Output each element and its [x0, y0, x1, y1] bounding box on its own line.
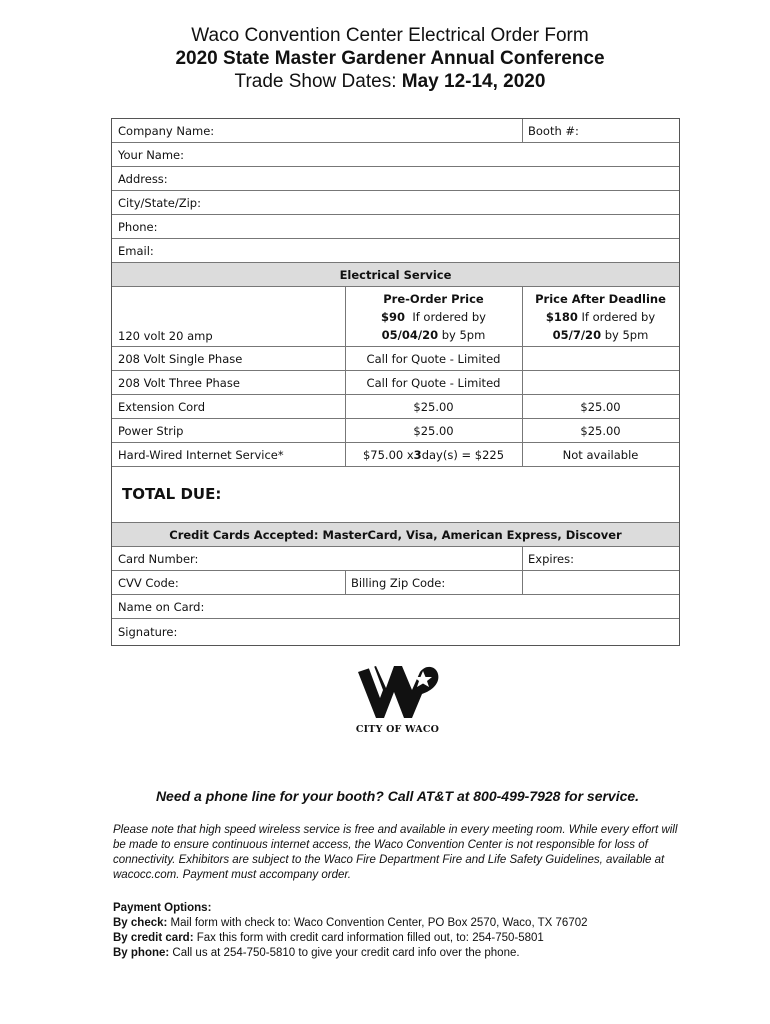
card-number-row [112, 547, 679, 571]
preorder-price-cell[interactable]: Pre-Order Price $90 If ordered by 05/04/20 by 5pm [381, 291, 486, 342]
credit-cards-header: Credit Cards Accepted: MasterCard, Visa, American Express, Discover [112, 523, 679, 547]
pay-by-phone: By phone: Call us at 254-750-5810 to give your credit card info over the phone. [113, 947, 520, 959]
after-deadline-price: Not available [562, 447, 639, 462]
form-header [0, 24, 770, 94]
item-name: Extension Cord [118, 399, 206, 414]
item-name: Power Strip [118, 423, 184, 438]
trade-show-dates: Trade Show Dates: May 12-14, 2020 [234, 71, 546, 92]
electrical-service-header: Electrical Service [112, 263, 679, 287]
after-deadline-price[interactable]: $25.00 [580, 399, 621, 414]
after-deadline-price[interactable]: $25.00 [580, 423, 621, 438]
preorder-price[interactable]: $25.00 [413, 399, 454, 414]
conference-title: 2020 State Master Gardener Annual Conference [175, 48, 605, 69]
card-number-field[interactable]: Card Number: [118, 551, 199, 566]
preorder-price[interactable]: Call for Quote - Limited [366, 351, 501, 366]
phone-line-notice: Need a phone line for your booth? Call AT&T at 800-499-7928 for service. [155, 788, 640, 804]
expires-field[interactable]: Expires: [528, 551, 574, 566]
wireless-note: Please note that high speed wireless service is free and available in every meeting room. While every effort will be made to ensure continuous internet access, the Waco Convention Center is not responsible for loss of connectivity. Exhibitors are subject to the Waco Fire Department Fire and Life Safety Guidelines, available at wacocc.com. Payment must accompany order. [113, 824, 678, 881]
after-deadline-price-cell[interactable]: Price After Deadline $180 If ordered by 05/7/20 by 5pm [535, 291, 666, 342]
payment-options-title: Payment Options: [113, 902, 212, 914]
booth-number-field[interactable]: Booth #: [528, 123, 579, 138]
item-row-120v [112, 287, 679, 347]
preorder-price[interactable]: $75.00 x 3 day(s) = $225 [362, 447, 505, 462]
company-row [112, 119, 679, 143]
company-name-field[interactable]: Company Name: [118, 123, 215, 138]
name-on-card-field[interactable]: Name on Card: [112, 595, 679, 619]
item-name: 208 Volt Single Phase [118, 351, 243, 366]
address-field[interactable]: Address: [112, 167, 679, 191]
city-of-waco-logo [350, 660, 445, 740]
signature-field[interactable]: Signature: [118, 625, 178, 639]
cvv-row [112, 571, 679, 595]
item-name: 208 Volt Three Phase [118, 375, 240, 390]
total-due-label: TOTAL DUE: [122, 485, 222, 503]
preorder-price[interactable]: Call for Quote - Limited [366, 375, 501, 390]
after-deadline-price[interactable] [522, 371, 679, 394]
item-name: Hard-Wired Internet Service* [118, 447, 284, 462]
item-name: 120 volt 20 amp [118, 329, 213, 343]
phone-field[interactable]: Phone: [112, 215, 679, 239]
after-deadline-header: Price After Deadline [535, 291, 666, 306]
pay-by-credit-card: By credit card: Fax this form with credit card information filled out, to: 254-750-5801 [113, 932, 544, 944]
order-form-table [111, 118, 680, 646]
item-row-power-strip [112, 419, 679, 443]
preorder-price-header: Pre-Order Price [383, 291, 484, 306]
billing-zip-field[interactable]: Billing Zip Code: [351, 575, 446, 590]
city-state-zip-field[interactable]: City/State/Zip: [112, 191, 679, 215]
logo-caption: CITY OF WACO [355, 724, 440, 735]
after-deadline-price[interactable] [522, 347, 679, 370]
item-row-208v-single [112, 347, 679, 371]
waco-w-star-icon [350, 660, 445, 722]
email-field[interactable]: Email: [112, 239, 679, 263]
total-due-row [112, 467, 679, 523]
item-row-208v-three [112, 371, 679, 395]
item-row-internet [112, 443, 679, 467]
cvv-field[interactable]: CVV Code: [118, 575, 179, 590]
payment-options [113, 901, 683, 961]
your-name-field[interactable]: Your Name: [112, 143, 679, 167]
item-row-extension-cord [112, 395, 679, 419]
form-title: Waco Convention Center Electrical Order Form [191, 25, 589, 46]
preorder-price[interactable]: $25.00 [413, 423, 454, 438]
pay-by-check: By check: Mail form with check to: Waco Convention Center, PO Box 2570, Waco, TX 76702 [113, 917, 588, 929]
